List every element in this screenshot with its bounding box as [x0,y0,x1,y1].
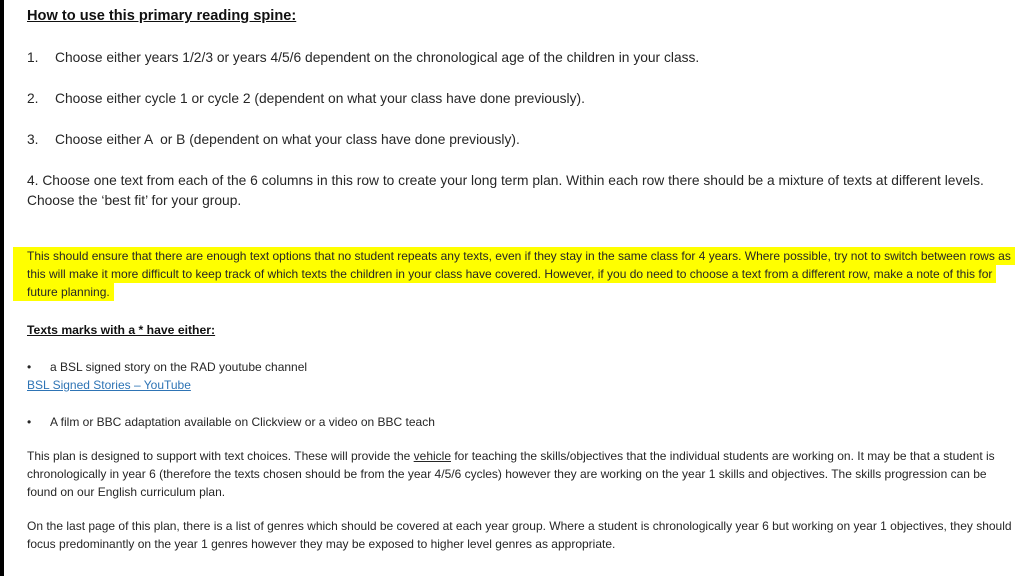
highlighted-note-text: This should ensure that there are enough text options that no student repeats any texts, even if they stay in the same class for 4 years. Where possible, try not to switch between rows as this will make it more difficult to keep track of which texts the children in your class have covered. However, if you do need to choose a text from a different row, make a note of this for future planning. [13,247,1015,301]
page-title: How to use this primary reading spine: [27,8,297,24]
step-item-1 [27,48,992,68]
step-number: 3. [27,132,39,147]
plan-purpose-text-after: for teaching the skills/objectives that the individual students are working on. It may be that a student is chronologically in year 6 (therefore the texts chosen should be from the year 4/5/6 cycles) however they are working on the year 1 skills and objectives. The skills progression can be found on our English curriculum plan. [27,449,995,499]
slide-left-edge-bar [0,0,4,576]
step-4-paragraph: 4. Choose one text from each of the 6 columns in this row to create your long term plan. Within each row there should be a mixture of texts at different levels. Choose the ‘best fit’ for your group. [27,173,984,208]
bullet-text: a BSL signed story on the RAD youtube channel [50,360,308,374]
bullet-icon: • [27,360,32,374]
plan-purpose-text-before: This plan is designed to support with text choices. These will provide the [27,449,414,463]
highlighted-note-paragraph [13,247,1015,301]
bullet-icon: • [27,415,32,429]
step-item-3 [27,130,992,150]
bullet-item-bsl-story [27,358,1012,376]
step-number: 2. [27,91,39,106]
section-heading-texts-marks: Texts marks with a * have either: [27,323,216,337]
step-number: 1. [27,50,39,65]
link-line [27,376,1012,394]
slide-content [27,7,1012,553]
plan-purpose-paragraph [27,447,1012,501]
bsl-signed-stories-link[interactable]: BSL Signed Stories – YouTube [27,378,191,392]
vehicle-underlined-word: vehicle [413,449,452,463]
step-text: Choose either years 1/2/3 or years 4/5/6 dependent on the chronological age of the children in your class. [55,50,700,65]
genres-paragraph: On the last page of this plan, there is a list of genres which should be covered at each year group. Where a student is chronologically year 6 but working on year 1 objectives, they should focus predominantly on the year 1 genres however they may be exposed to higher level genres as appropriate. [27,519,1012,551]
bullet-item-film-adaptation [27,413,1012,431]
step-text: Choose either A or B (dependent on what your class have done previously). [55,132,520,147]
step-text: Choose either cycle 1 or cycle 2 (dependent on what your class have done previously). [55,91,585,106]
step-item-2 [27,89,992,109]
bullet-text: A film or BBC adaptation available on Clickview or a video on BBC teach [50,415,435,429]
